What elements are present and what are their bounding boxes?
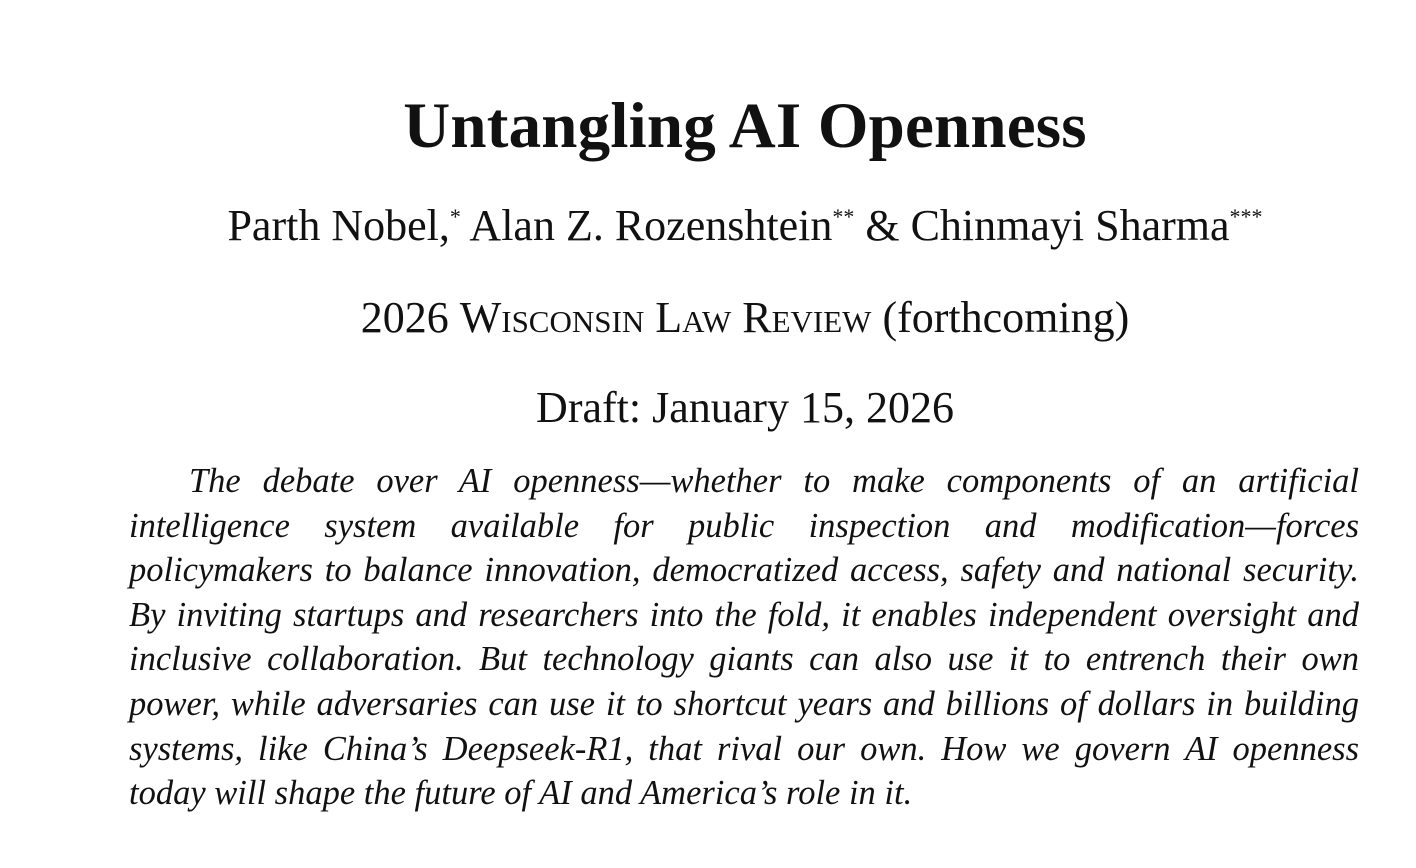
journal-year: 2026	[360, 293, 460, 342]
draft-date: Draft: January 15, 2026	[536, 383, 954, 432]
author-footnote-mark: **	[832, 204, 855, 229]
author-footnote-mark: ***	[1229, 204, 1263, 229]
author-name: Parth Nobel,	[227, 201, 450, 250]
author-name: & Chinmayi Sharma	[854, 201, 1230, 250]
author-line	[0, 198, 1416, 254]
journal-name: Wisconsin Law Review	[459, 293, 872, 342]
author-name: Alan Z. Rozenshtein	[460, 201, 833, 250]
journal-line	[0, 290, 1416, 346]
abstract-text: The debate over AI openness—whether to make components of an artificial intelligence system available for public inspection and modification—forces policymakers to balance innovation, democratized access, safety and national security. By inviting startups and researchers into the fold, it enables independent oversight and inclusive collaboration. But technology giants can also use it to entrench their own power, while adversaries can use it to shortcut years and billions of dollars in building systems, like China’s Deepseek-R1, that rival our own. How we govern AI openness today will shape the future of AI and America’s role in it.	[129, 462, 1359, 813]
paper-title: Untangling AI Openness	[403, 90, 1087, 162]
journal-status: (forthcoming)	[871, 293, 1130, 342]
author-footnote-mark: *	[449, 204, 461, 229]
